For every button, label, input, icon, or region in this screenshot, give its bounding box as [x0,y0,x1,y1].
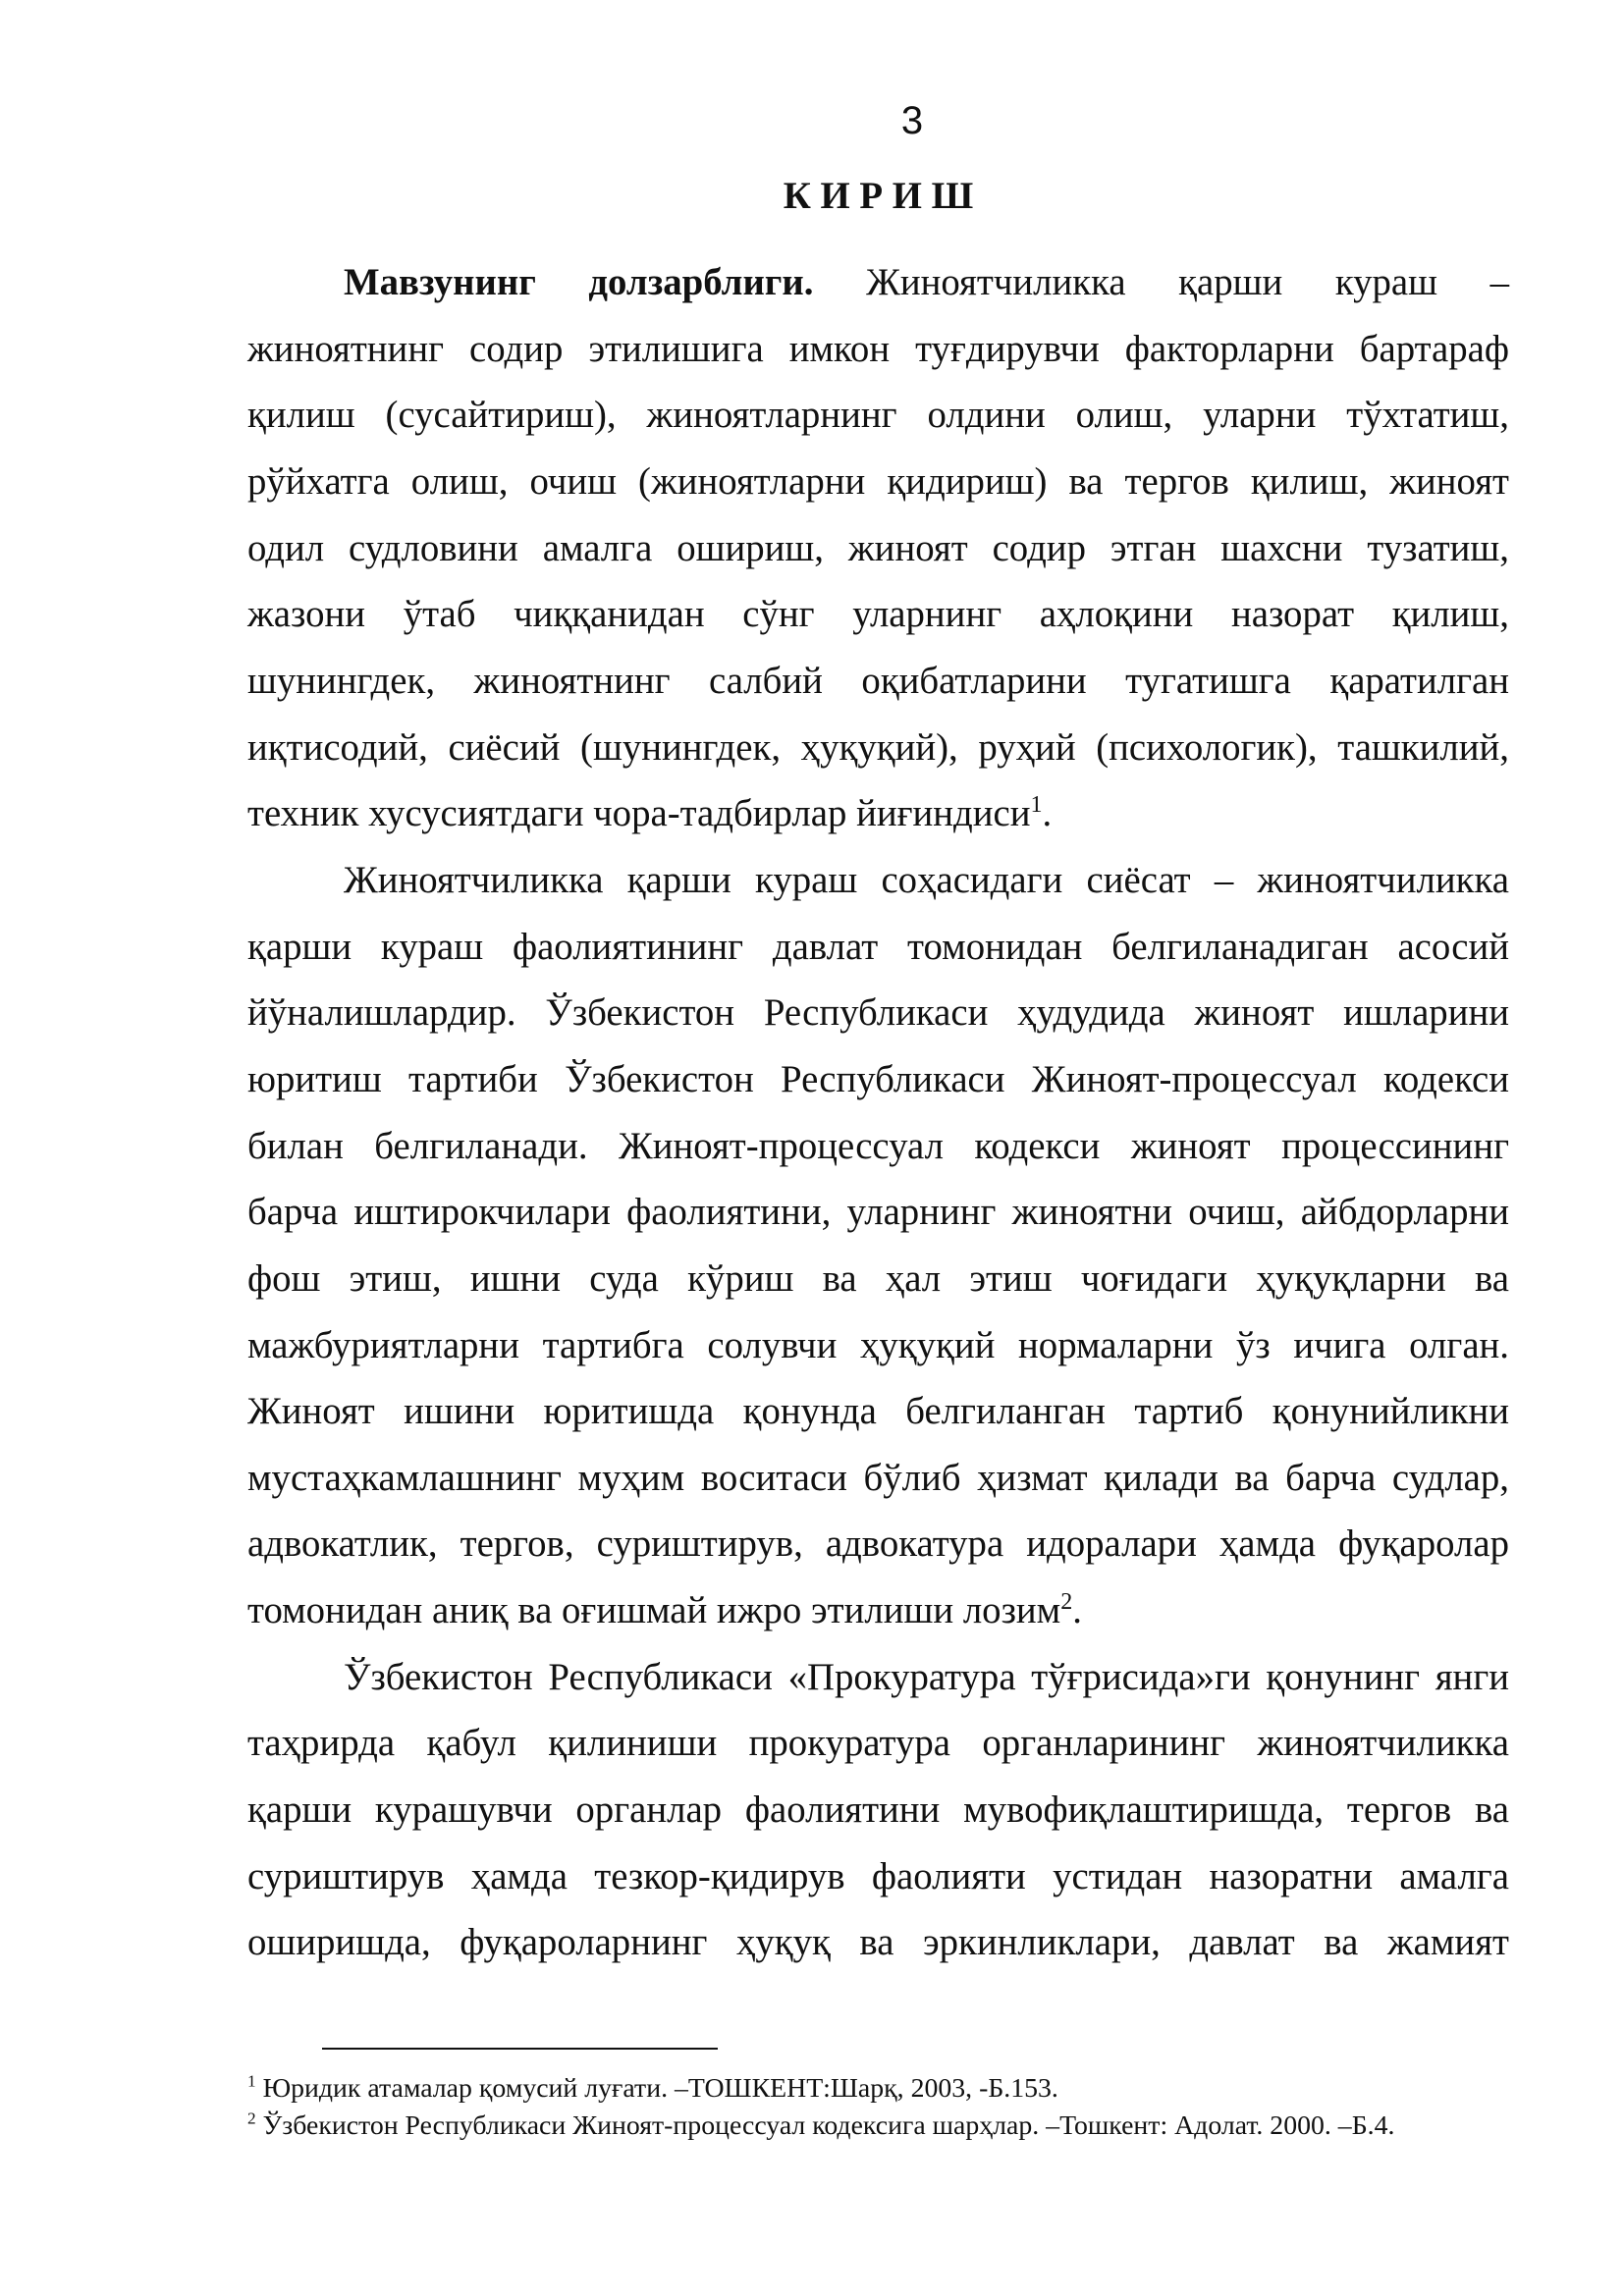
line-text: томонидан аниқ ва оғишмай ижро этилиши лозим [247,1589,1061,1632]
paragraph-line: жиноятнинг содир этилишига имкон туғдирувчи факторларни бартараф [247,327,1509,370]
paragraph-policy [247,847,1509,1644]
paragraph-line: қилиш (сусайтириш), жиноятларнинг олдини олиш, уларни тўхтатиш, [247,394,1509,437]
sentence-end: . [1072,1589,1082,1632]
paragraph-line: қарши кураш фаолиятининг давлат томонидан белгиланадиган асосий [247,925,1509,968]
footnotes [247,2070,1394,2144]
footnote-mark: 2 [247,2109,256,2128]
paragraph-line: суриштирув ҳамда тезкор-қидирув фаолияти устидан назоратни амалга [247,1854,1509,1897]
paragraph-line: йўналишлардир. Ўзбекистон Республикаси ҳудудида жиноят ишларини [247,991,1509,1035]
paragraph-line: оширишда, фуқароларнинг ҳуқуқ ва эркинликлари, давлат ва жамият [247,1921,1509,1964]
footnote-mark: 1 [247,2071,256,2091]
footnote-text: Юридик атамалар қомусий луғати. –ТОШКЕНТ:Шарқ, 2003, -Б.153. [262,2073,1058,2104]
paragraph-line: фош этиш, ишни суда кўриш ва ҳал этиш чоғидаги ҳуқуқларни ва [247,1256,1509,1300]
paragraph-line: шунингдек, жиноятнинг салбий оқибатларини тугатишга қаратилган [247,659,1509,702]
paragraph-relevance [247,249,1509,847]
paragraph-line: Ўзбекистон Республикаси «Прокуратура тўғрисида»ги қонунинг янги [344,1655,1509,1698]
footnote-reference: 2 [1060,1589,1073,1616]
page-number: 3 [900,99,924,142]
paragraph-line: жазони ўтаб чиққанидан сўнг уларнинг аҳлоқини назорат қилиш, [247,593,1509,636]
line-text: техник хусусиятдаги чора-тадбирлар йиғиндиси [247,792,1031,835]
paragraph-line: адвокатлик, тергов, суриштирув, адвокатура идоралари ҳамда фуқаролар [247,1522,1509,1566]
paragraph-line: Жиноятчиликка қарши кураш соҳасидаги сиёсат – жиноятчиликка [344,858,1509,901]
sentence-end: . [1042,792,1053,835]
paragraph-line [247,1577,1509,1644]
paragraph-line: мустаҳкамлашнинг муҳим воситаси бўлиб ҳизмат қилади ва барча судлар, [247,1456,1509,1499]
footnote [247,2070,1394,2108]
paragraph-prosecution [247,1644,1509,1976]
paragraph-line: мажбуриятларни тартибга солувчи ҳуқуқий нормаларни ўз ичига олган. [247,1323,1509,1366]
paragraph-line [247,780,1509,847]
paragraph-line: Жиноят ишини юритишда қонунда белгиланган тартиб қонунийликни [247,1390,1509,1433]
paragraph-line: барча иштирокчилари фаолиятини, уларнинг жиноятни очиш, айбдорларни [247,1191,1509,1234]
footnote-reference: 1 [1030,792,1043,819]
paragraph-line: таҳрирда қабул қилиниши прокуратура органларининг жиноятчиликка [247,1722,1509,1765]
paragraph-line: одил судловини амалга ошириш, жиноят содир этган шахсни тузатиш, [247,526,1509,569]
paragraph-line: юритиш тартиби Ўзбекистон Республикаси Жиноят-процессуал кодекси [247,1057,1509,1100]
paragraph-line: қарши курашувчи органлар фаолиятини мувофиқлаштиришда, тергов ва [247,1789,1509,1832]
line-text: Жиноятчиликка қарши кураш – [866,261,1510,303]
footnote [247,2108,1394,2145]
paragraph-line: билан белгиланади. Жиноят-процессуал кодекси жиноят процессининг [247,1124,1509,1167]
paragraph-line: иқтисодий, сиёсий (шунингдек, ҳуқуқий), руҳий (психологик), ташкилий, [247,725,1509,769]
section-title: К И Р И Ш [783,175,974,217]
section-lead-heading: Мавзунинг долзарблиги. [344,261,814,303]
paragraph-line [247,249,1509,316]
footnote-separator [322,2048,718,2050]
footnote-text: Ўзбекистон Республикаси Жиноят-процессуал кодексига шарҳлар. –Тошкент: Адолат. 2000. –Б.4. [262,2109,1395,2141]
paragraph-line: рўйхатга олиш, очиш (жиноятларни қидириш) ва тергов қилиш, жиноят [247,459,1509,503]
body-text [247,249,1509,1976]
